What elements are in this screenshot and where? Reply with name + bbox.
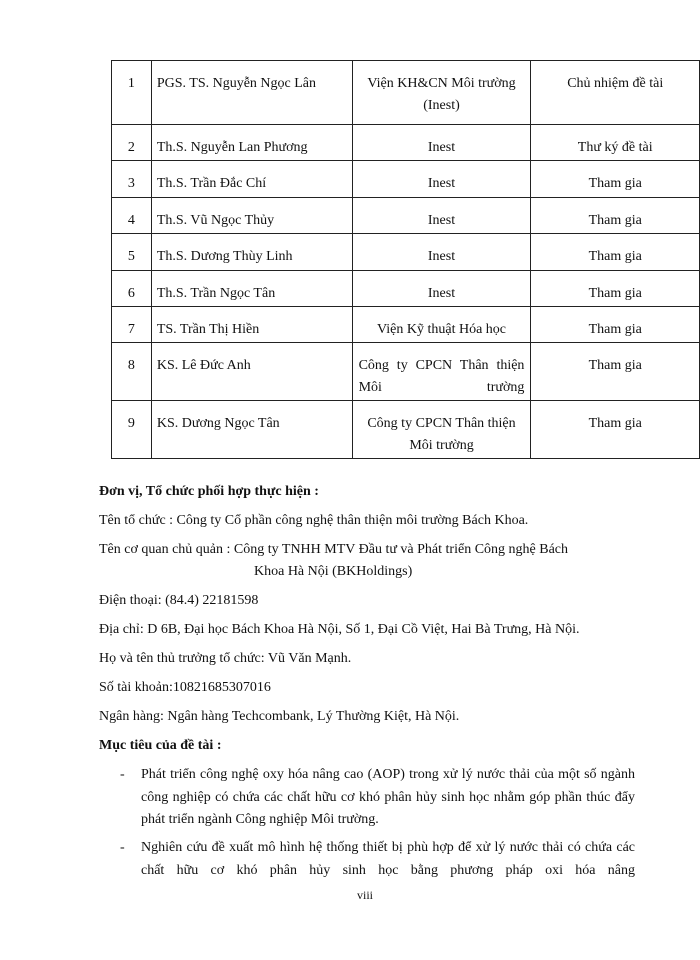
table-row xyxy=(112,307,700,343)
table-row xyxy=(112,198,700,234)
row-number: 8 xyxy=(112,343,152,401)
partner-address: Địa chỉ: D 6B, Đại học Bách Khoa Hà Nội, Số 1, Đại Cồ Việt, Hai Bà Trưng, Hà Nội. xyxy=(99,622,580,637)
row-number: 9 xyxy=(112,401,152,459)
table-row xyxy=(112,271,700,307)
page-number: viii xyxy=(356,888,373,902)
row-number: 6 xyxy=(112,271,152,307)
row-number: 5 xyxy=(112,234,152,271)
objectives-heading: Mục tiêu của đề tài : xyxy=(99,738,222,753)
table-row xyxy=(112,161,700,198)
partner-heading: Đơn vị, Tổ chức phối hợp thực hiện : xyxy=(99,484,319,499)
table-row xyxy=(112,125,700,161)
member-role: Tham gia xyxy=(531,343,700,401)
member-organization: Công ty CPCN Thân thiện Môi trường xyxy=(352,401,531,459)
member-role: Chủ nhiệm đề tài xyxy=(531,61,700,125)
member-name: KS. Lê Đức Anh xyxy=(151,343,352,401)
member-name: Th.S. Trần Ngọc Tân xyxy=(151,271,352,307)
partner-parent-line1: Tên cơ quan chủ quản : Công ty TNHH MTV Đầu tư và Phát triển Công nghệ Bách xyxy=(99,542,569,557)
objective-item: Phát triển công nghệ oxy hóa nâng cao (AOP) trong xử lý nước thải của một số ngành công nghiệp có chứa các chất hữu cơ khó phân hủy sinh học nhằm góp phần thúc đẩy phát triển ngành Công nghiệp Môi trường. xyxy=(141,767,635,827)
row-number: 3 xyxy=(112,161,152,198)
member-organization: Inest xyxy=(352,125,531,161)
row-number: 2 xyxy=(112,125,152,161)
member-organization: Công ty CPCN Thân thiện Môi trường xyxy=(352,343,531,401)
table-row xyxy=(112,234,700,271)
member-organization: Inest xyxy=(352,161,531,198)
row-number: 1 xyxy=(112,61,152,125)
partner-parent-line2: Khoa Hà Nội (BKHoldings) xyxy=(254,564,413,579)
member-organization: Viện KH&CN Môi trường (Inest) xyxy=(352,61,531,125)
bullet-marker: - xyxy=(120,767,125,782)
member-name: Th.S. Nguyễn Lan Phương xyxy=(151,125,352,161)
bullet-marker: - xyxy=(120,840,125,855)
row-number: 4 xyxy=(112,198,152,234)
member-organization: Inest xyxy=(352,198,531,234)
member-name: TS. Trần Thị Hiền xyxy=(151,307,352,343)
table-row xyxy=(112,401,700,459)
member-role: Tham gia xyxy=(531,234,700,271)
member-name: KS. Dương Ngọc Tân xyxy=(151,401,352,459)
member-organization: Viện Kỹ thuật Hóa học xyxy=(352,307,531,343)
member-role: Tham gia xyxy=(531,198,700,234)
member-organization: Inest xyxy=(352,234,531,271)
partner-phone: Điện thoại: (84.4) 22181598 xyxy=(99,593,259,608)
objective-item: Nghiên cứu đề xuất mô hình hệ thống thiết bị phù hợp để xử lý nước thải có chứa các chất hữu cơ khó phân hủy sinh học bằng phương pháp oxi hóa nâng xyxy=(141,840,635,878)
member-name: Th.S. Vũ Ngọc Thủy xyxy=(151,198,352,234)
partner-bank: Ngân hàng: Ngân hàng Techcombank, Lý Thường Kiệt, Hà Nội. xyxy=(99,709,460,724)
table-row xyxy=(112,61,700,125)
member-name: Th.S. Trần Đắc Chí xyxy=(151,161,352,198)
staff-table xyxy=(111,60,700,459)
member-role: Tham gia xyxy=(531,401,700,459)
partner-head: Họ và tên thủ trưởng tổ chức: Vũ Văn Mạnh. xyxy=(99,651,352,666)
partner-org-name: Tên tổ chức : Công ty Cổ phần công nghệ thân thiện môi trường Bách Khoa. xyxy=(99,513,529,528)
member-role: Tham gia xyxy=(531,307,700,343)
member-role: Tham gia xyxy=(531,161,700,198)
member-role: Tham gia xyxy=(531,271,700,307)
table-row xyxy=(112,343,700,401)
row-number: 7 xyxy=(112,307,152,343)
member-name: Th.S. Dương Thùy Linh xyxy=(151,234,352,271)
member-organization: Inest xyxy=(352,271,531,307)
partner-account: Số tài khoản:10821685307016 xyxy=(99,680,271,695)
member-name: PGS. TS. Nguyễn Ngọc Lân xyxy=(151,61,352,125)
member-role: Thư ký đề tài xyxy=(531,125,700,161)
